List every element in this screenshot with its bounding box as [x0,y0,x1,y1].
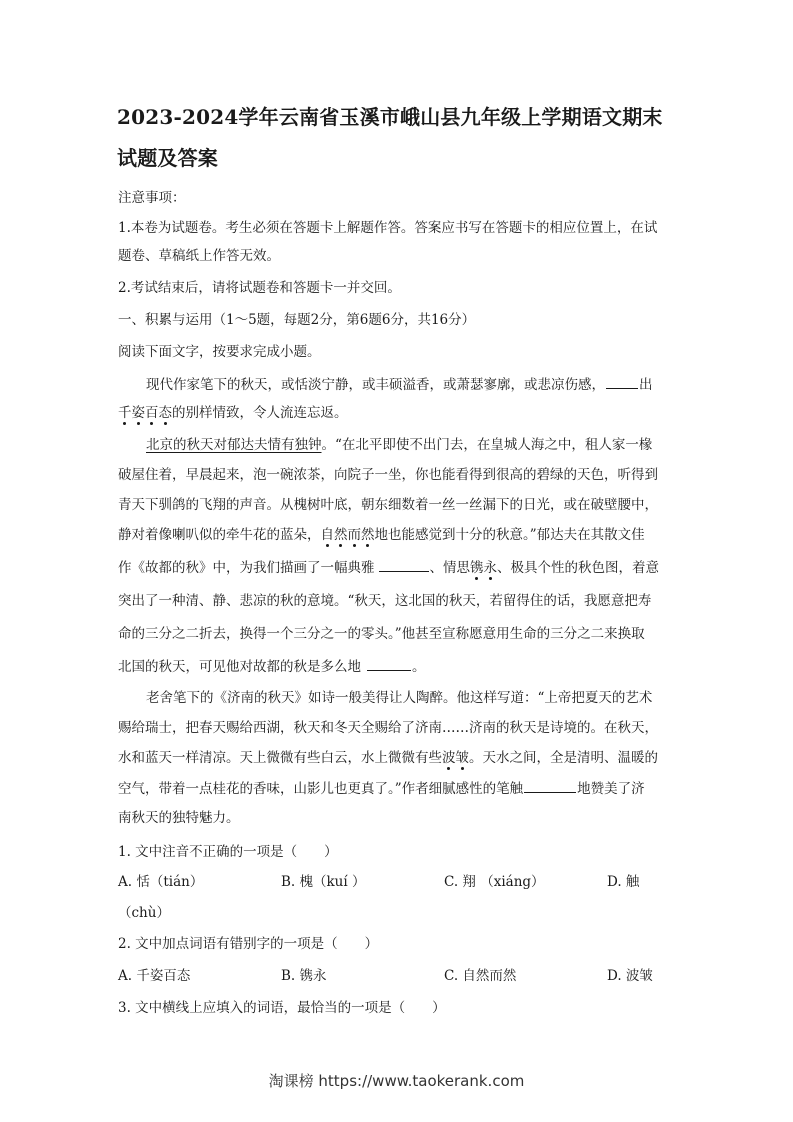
footer-watermark: 淘课榜 https://www.taokerank.com [268,1072,525,1090]
fill-blank [606,374,638,389]
dotted-word: 自然而然 [320,527,375,543]
passage-line: 破屋住着，早晨起来，泡一碗浓茶，向院子一坐，你也能看得到很高的碧绿的天色，听得到 [118,467,658,483]
option-d: D. 触 [607,874,640,890]
passage-line: 青天下驯鸽的飞翔的声音。从槐树叶底，朝东细数着一丝一丝漏下的日光，或在破壁腰中， [118,497,658,513]
passage-line: 北京的秋天对郁达夫情有独钟。“在北平即使不出门去，在皇城人海之中，租人家一椽 [146,437,653,453]
passage-line: 现代作家笔下的秋天，或恬淡宁静，或丰硕溢香，或萧瑟寥廓，或悲凉伤感， 出 [146,374,706,395]
question-stem: 2. 文中加点词语有错别字的一项是（ ） [118,936,379,952]
question-stem: 1. 文中注音不正确的一项是（ ） [118,844,338,860]
passage-line: 作《故都的秋》中，为我们描画了一幅典雅 、情思镌永、极具个性的秋色图，着意 [118,557,678,578]
option-b: B. 镌永 [281,968,327,984]
fill-blank [524,778,576,793]
notice-item-1: 1.本卷为试题卷。考生必须在答题卡上解题作答。答案应书写在答题卡的相应位置上，在试 [118,220,658,236]
passage-line: 老舍笔下的《济南的秋天》如诗一般美得让人陶醉。他这样写道：“上帝把夏天的艺术 [146,690,653,706]
passage-line: 千姿百态的别样情致，令人流连忘返。 [118,405,348,421]
page-title: 2023-2024学年云南省玉溪市峨山县九年级上学期语文期末 [117,105,663,129]
question-stem: 3. 文中横线上应填入的词语，最恰当的一项是（ ） [118,1000,446,1016]
passage-line: 赐给瑞士，把春天赐给西湖，秋天和冬天全赐给了济南……济南的秋天是诗境的。在秋天， [118,720,658,736]
notice-heading: 注意事项： [118,190,186,206]
section-instruction: 阅读下面文字，按要求完成小题。 [118,344,321,360]
dotted-word: 波皱 [442,750,469,766]
option-c: C. 翔 （xiáng） [444,874,545,890]
underlined-sentence: 北京的秋天对郁达夫情有独钟 [146,437,322,453]
dotted-word: 镌永 [470,560,497,576]
page-title-cont: 试题及答案 [117,146,218,170]
passage-line: 水和蓝天一样清凉。天上微微有些白云，水上微微有些波皱。天水之间，全是清明、温暖的 [118,750,658,766]
dotted-word: 千姿百态 [118,405,172,421]
notice-item-2: 2.考试结束后，请将试题卷和答题卡一并交回。 [118,280,401,296]
passage-line: 南秋天的独特魅力。 [118,810,240,826]
fill-blank [367,656,411,671]
passage-line: 突出了一种清、静、悲凉的秋的意境。“秋天，这北国的秋天，若留得住的话，我愿意把寿 [118,593,652,609]
option-a: A. 千姿百态 [118,968,191,984]
option-d-cont: （chù） [118,905,170,921]
passage-line: 静对着像喇叭似的牵牛花的蓝朵，自然而然地也能感觉到十分的秋意。”郁达夫在其散文佳 [118,527,645,543]
option-d: D. 波皱 [607,968,653,984]
option-b: B. 槐（kuí ） [281,874,366,890]
passage-line: 命的三分之二折去，换得一个三分之一的零头。”他甚至宣称愿意用生命的三分之二来换取 [118,626,645,642]
passage-line: 北国的秋天，可见他对故都的秋是多么地 。 [118,656,678,677]
passage-line: 空气，带着一点桂花的香味，山影儿也更真了。”作者细腻感性的笔触 地赞美了济 [118,778,678,799]
option-c: C. 自然而然 [444,968,517,984]
section-heading: 一、积累与运用（1～5题，每题2分，第6题6分，共16分） [118,312,476,328]
notice-item-1-cont: 题卷、草稿纸上作答无效。 [118,248,280,264]
fill-blank [379,557,429,572]
option-a: A. 恬（tián） [118,874,204,890]
